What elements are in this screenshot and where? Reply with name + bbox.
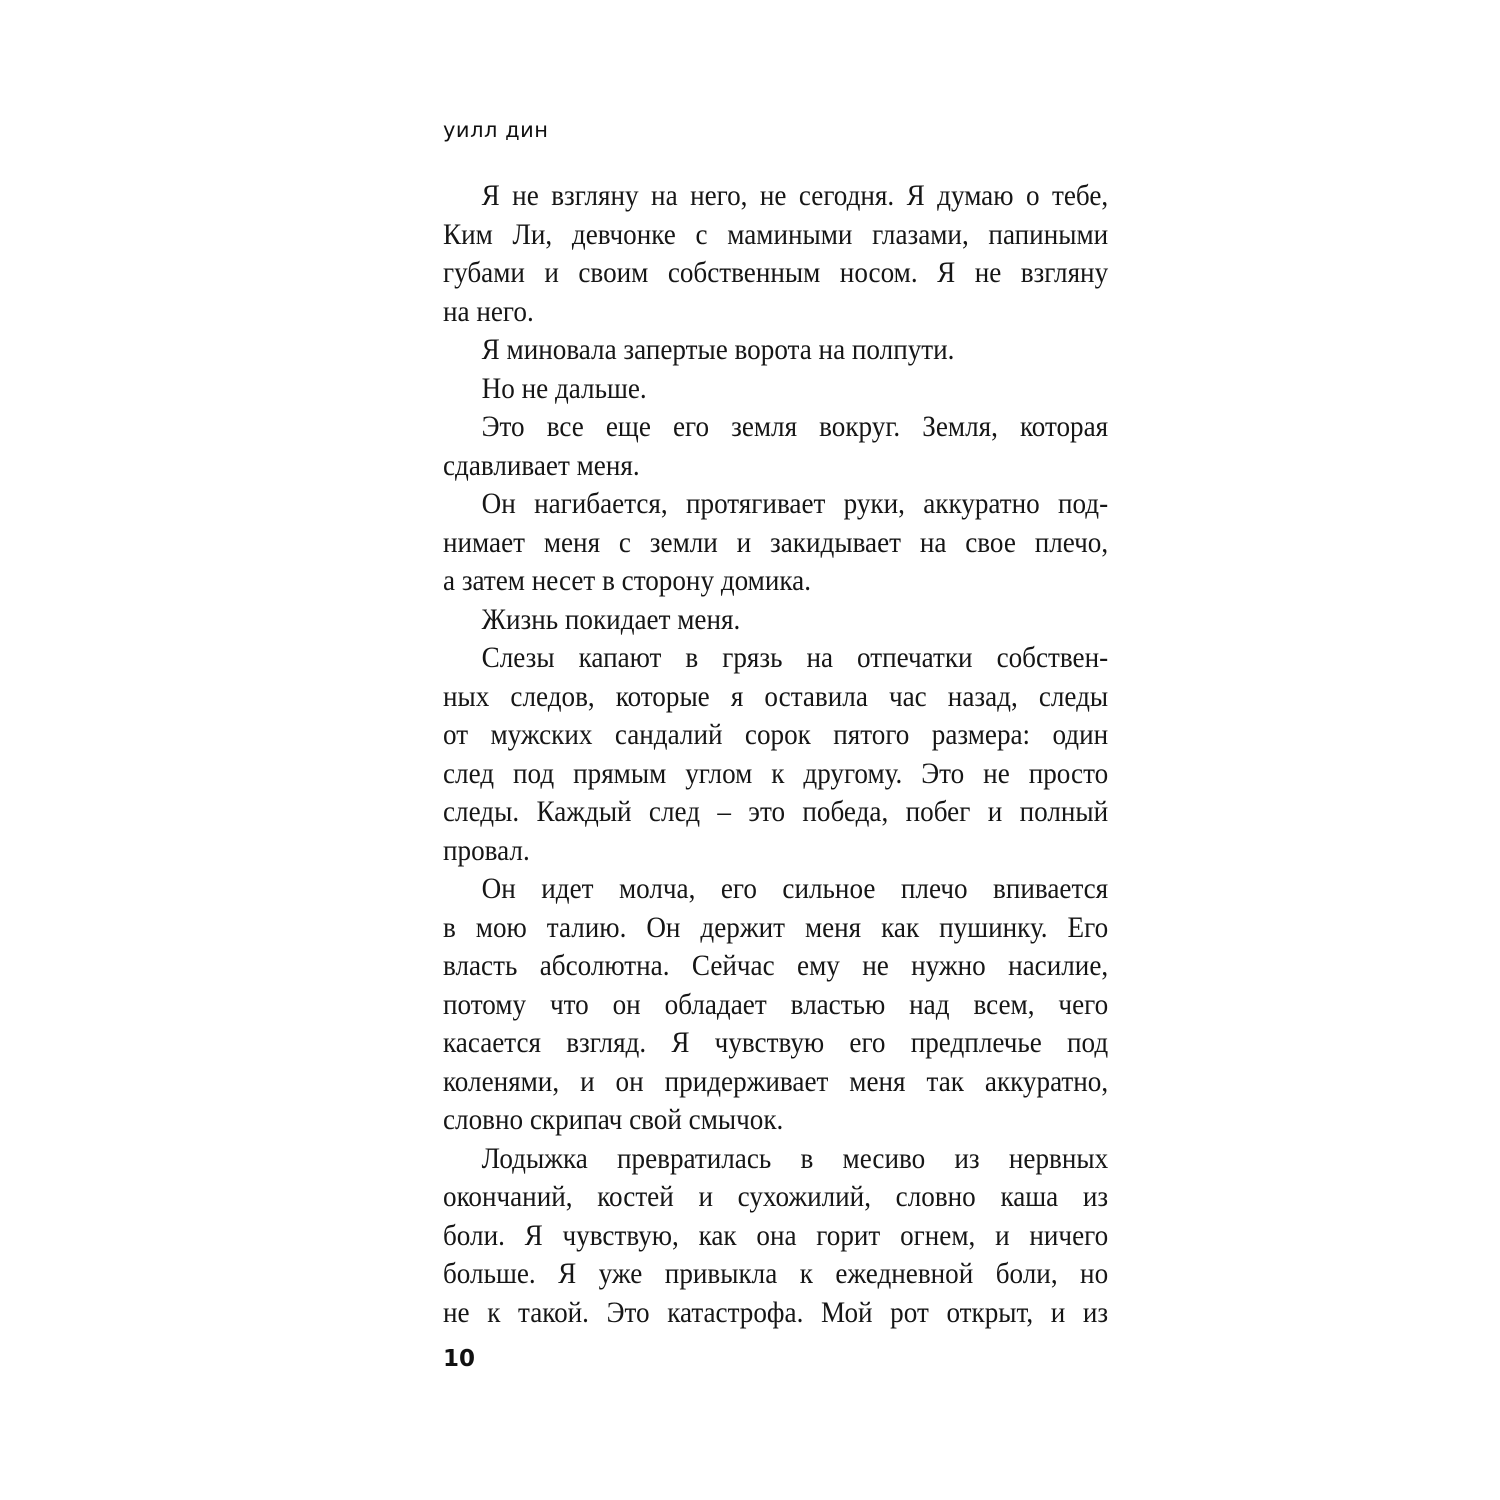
text-line: окончаний, костей и сухожилий, словно каша из — [443, 1181, 1109, 1213]
text-line: Я не взгляну на него, не сегодня. Я думаю о тебе, — [481, 180, 1109, 212]
text-line: от мужских сандалий сорок пятого размера: один — [443, 719, 1109, 751]
text-line: следы. Каждый след – это победа, побег и полный — [443, 796, 1109, 828]
text-line: Я миновала запертые ворота на полпути. — [481, 334, 955, 366]
text-line: Он нагибается, протягивает руки, аккуратно под- — [481, 488, 1109, 520]
text-line: коленями, и он придерживает меня так аккуратно, — [443, 1065, 1109, 1098]
text-line: ных следов, которые я оставила час назад, следы — [443, 680, 1109, 713]
text-line: след под прямым углом к другому. Это не просто — [443, 757, 1109, 790]
text-line: Жизнь покидает меня. — [481, 603, 741, 636]
text-line: Это все еще его земля вокруг. Земля, которая — [481, 411, 1109, 443]
text-line: нимает меня с земли и закидывает на свое плечо, — [443, 526, 1109, 559]
text-line: больше. Я уже привыкла к ежедневной боли, но — [443, 1258, 1109, 1290]
text-line: боли. Я чувствую, как она горит огнем, и ничего — [443, 1219, 1109, 1252]
text-line: сдавливает меня. — [443, 449, 640, 482]
running-head-author: уилл дин — [443, 118, 549, 142]
text-line: словно скрипач свой смычок. — [443, 1104, 784, 1136]
page-number: 10 — [443, 1346, 476, 1372]
text-line: провал. — [443, 834, 530, 867]
text-line: Лодыжка превратилась в месиво из нервных — [481, 1142, 1109, 1175]
text-line: Он идет молча, его сильное плечо впивается — [481, 873, 1109, 905]
text-line: в мою талию. Он держит меня как пушинку. Его — [443, 911, 1109, 944]
text-line: Но не дальше. — [481, 372, 647, 405]
text-line: Слезы капают в грязь на отпечатки собствен- — [481, 642, 1109, 674]
body-text — [443, 177, 1108, 1332]
text-line: Ким Ли, девчонке с мамиными глазами, папиными — [443, 218, 1109, 251]
text-line: губами и своим собственным носом. Я не взгляну — [443, 257, 1109, 289]
text-line: потому что он обладает властью над всем, чего — [443, 988, 1109, 1021]
text-line: касается взгляд. Я чувствую его предплечье под — [443, 1027, 1109, 1059]
text-line: на него. — [443, 295, 534, 328]
text-line: не к такой. Это катастрофа. Мой рот открыт, и из — [443, 1296, 1109, 1329]
text-line: а затем несет в сторону домика. — [443, 565, 811, 597]
text-line: власть абсолютна. Сейчас ему не нужно насилие, — [443, 950, 1109, 982]
